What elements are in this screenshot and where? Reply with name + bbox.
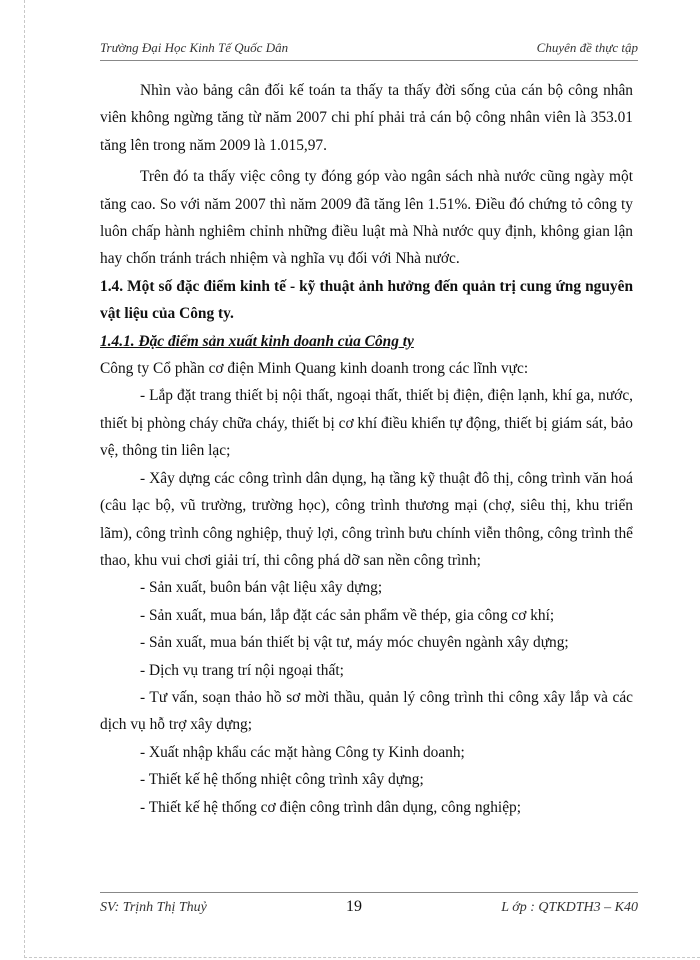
- document-body: [100, 77, 633, 821]
- page-number: 19: [346, 898, 363, 915]
- list-item: - Tư vấn, soạn thảo hồ sơ mời thầu, quản lý công trình thi công xây lắp và các dịch vụ hỗ trợ xây dựng;: [100, 688, 633, 734]
- paragraph-intro: Công ty Cổ phần cơ điện Minh Quang kinh doanh trong các lĩnh vực:: [100, 360, 529, 378]
- section-heading: 1.4. Một số đặc điểm kinh tế - kỹ thuật ảnh hưởng đến quản trị cung ứng nguyên vật liệu của Công ty.: [100, 277, 633, 323]
- list-item: - Xây dựng các công trình dân dụng, hạ tầng kỹ thuật đô thị, công trình văn hoá (câu lạc bộ, vũ trường, trường học), công trình thương mại (chợ, siêu thị, khu triển lãm), công trình công nghiệp, thuỷ lợi, công trình bưu chính viễn thông, công trình thể thao, khu vui chơi giải trí, thi công phá dỡ san nền công trình;: [100, 469, 633, 569]
- list-item: - Sản xuất, mua bán, lắp đặt các sản phẩm về thép, gia công cơ khí;: [140, 606, 555, 624]
- list-item: - Lắp đặt trang thiết bị nội thất, ngoại thất, thiết bị điện, điện lạnh, khí ga, nước, thiết bị phòng cháy chữa cháy, thiết bị cơ khí điều khiển tự động, thiết bị giám sát, bảo vệ, thông tin liên lạc;: [100, 387, 633, 460]
- list-item: - Sản xuất, mua bán thiết bị vật tư, máy móc chuyên ngành xây dựng;: [140, 634, 569, 652]
- header-school-name: Trường Đại Học Kinh Tế Quốc Dân: [100, 40, 289, 55]
- footer-student-name: SV: Trịnh Thị Thuỷ: [100, 900, 207, 915]
- list-item: - Sản xuất, buôn bán vật liệu xây dựng;: [140, 579, 383, 597]
- page-header: [100, 40, 638, 56]
- list-item: - Xuất nhập khẩu các mặt hàng Công ty Kinh doanh;: [140, 743, 465, 761]
- subsection-heading: 1.4.1. Đặc điểm sản xuất kinh doanh của Công ty: [100, 332, 414, 350]
- page-footer: [100, 898, 638, 916]
- header-document-type: Chuyên đề thực tập: [536, 40, 638, 55]
- paragraph-budget: Trên đó ta thấy việc công ty đóng góp vào ngân sách nhà nước cũng ngày một tăng cao. So với năm 2007 thì năm 2009 đã tăng lên 1.51%. Điều đó chứng tỏ công ty luôn chấp hành nghiêm chỉnh những điều luật mà Nhà nước quy định, không gian lận hay chốn tránh trách nhiệm và nghĩa vụ đối với Nhà nước.: [100, 168, 633, 268]
- footer-divider: [100, 892, 638, 893]
- list-item: - Thiết kế hệ thống cơ điện công trình dân dụng, công nghiệp;: [140, 798, 521, 816]
- footer-class-name: L ớp : QTKDTH3 – K40: [501, 900, 638, 915]
- header-divider: [100, 60, 638, 61]
- list-item: - Thiết kế hệ thống nhiệt công trình xây dựng;: [140, 771, 424, 789]
- list-item: - Dịch vụ trang trí nội ngoại thất;: [140, 661, 344, 679]
- paragraph-salary: Nhìn vào bảng cân đối kế toán ta thấy ta thấy đời sống của cán bộ công nhân viên không ngừng tăng từ năm 2007 chi phí phải trả cán bộ công nhân viên là 353.01 tăng lên trong năm 2009 là 1.015,97.: [100, 82, 633, 154]
